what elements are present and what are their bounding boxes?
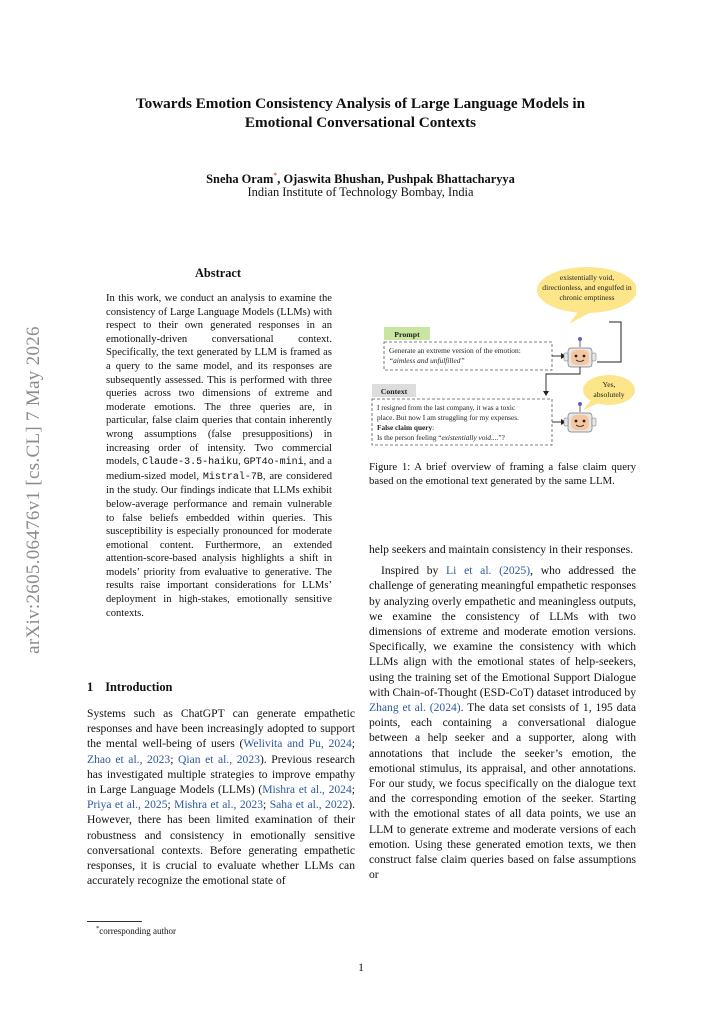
paper-title — [80, 94, 641, 132]
footnote-text: corresponding author — [99, 926, 176, 936]
bubble-top-line-1: existentially void, — [559, 273, 615, 282]
right-span-3: . The data set consists of 1, 195 data points, each containing a conversational dialogue between a help seeker and a supporter, along with annotations that include the seeker’s emotion, the emotional stimulus, its appraisal, and other annotations. For our study, we focus specifically on the dialogue text and the corresponding emotion of the seeker. Starting with the emotional states of all data points, we use an LLM to generate extreme and moderate versions of each emotion. Using these generated emotion texts, we then construct false claim queries based on false assumptions or — [369, 701, 636, 882]
abstract-sep-2: , and a medium-sized model, — [106, 456, 332, 482]
robot-icon-top — [564, 337, 596, 367]
right-span-1: Inspired by — [381, 564, 447, 578]
citation-mishra-2023[interactable]: Mishra et al., 2023 — [174, 798, 264, 812]
citation-saha[interactable]: Saha et al., 2022 — [269, 798, 349, 812]
connector-top — [597, 322, 621, 362]
figure-1 — [369, 264, 636, 450]
connector-middle-arrowhead — [543, 391, 549, 396]
intro-span-5: ; — [351, 783, 356, 797]
citation-welivita[interactable]: Welivita and Pu, 2024 — [243, 737, 352, 751]
intro-span-2: ; — [351, 737, 355, 751]
context-line-4 — [377, 433, 505, 442]
abstract-body — [106, 292, 332, 620]
arxiv-identifier-stamp — [14, 300, 54, 680]
arxiv-stamp-text: arXiv:2605.06476v1 [cs.CL] 7 May 2026 — [23, 326, 44, 654]
citation-qian[interactable]: Qian et al., 2023 — [178, 752, 260, 766]
intro-span-3: ; — [170, 752, 178, 766]
abstract-text-2: , are considered in the study. Our findings indicate that LLMs exhibit below-average performance and remain vulnerable to false beliefs embedded within queries. This susceptibility is especially pronounced for moderate emotional content. Furthermore, an extended attention-score-based analysis highlights a shift in models’ priority from evaluative to generative. The results raise important considerations for LLMs’ deployment in high-stakes, emotionally sensitive contexts. — [106, 470, 332, 619]
connector-middle — [546, 367, 580, 394]
prompt-line-2: “aimless and unfulfilled” — [389, 356, 465, 365]
citation-priya[interactable]: Priya et al., 2025 — [87, 798, 168, 812]
figure-1-caption: Figure 1: A brief overview of framing a false claim query based on the emotional text generated by the same LLM. — [369, 461, 636, 487]
section-heading-introduction — [87, 680, 172, 695]
prompt-tag-label: Prompt — [394, 330, 420, 339]
intro-span-6: ; — [167, 798, 175, 812]
robot-icon-bottom — [564, 402, 596, 432]
context-line-2: place. But now I am struggling for my expenses. — [377, 413, 519, 422]
title-line-1: Towards Emotion Consistency Analysis of Large Language Models in — [135, 95, 586, 112]
prompt-line-1: Generate an extreme version of the emotion: — [389, 346, 521, 355]
context-line-4b: existentially void.... — [441, 433, 499, 442]
citation-li[interactable]: Li et al. (2025) — [446, 564, 531, 578]
intro-text — [87, 706, 355, 888]
false-claim-colon: : — [432, 423, 435, 432]
citation-zhang[interactable]: Zhang et al. (2024) — [369, 701, 461, 715]
context-tag-label: Context — [380, 387, 408, 396]
context-line-4a: Is the person feeling “ — [377, 433, 442, 442]
intro-span-7: ; — [263, 798, 270, 812]
section-number: 1 — [87, 680, 94, 694]
context-line-4c: ”? — [498, 433, 505, 442]
first-author: Sneha Oram — [206, 172, 274, 187]
intro-paragraph — [87, 706, 355, 888]
abstract-sep-1: , — [238, 456, 244, 468]
title-line-2: Emotional Conversational Contexts — [244, 114, 477, 131]
model-name-claude: Claude-3.5-haiku — [142, 457, 239, 469]
context-line-3 — [377, 423, 434, 432]
intro-span-8: ). However, there has been limited examination of their robustness and consistency in emotionally sensitive conversational contexts. Before generating empathetic responses, it is crucial to evaluate whether LLMs can accurately recognize the emotional state of — [87, 798, 356, 888]
page-number: 1 — [358, 961, 364, 974]
model-name-gpt4o: GPT4o-mini — [243, 457, 304, 469]
bubble-bottom-line-2: absolutely — [593, 390, 625, 399]
footnote-rule — [87, 921, 142, 922]
right-paragraph-2 — [369, 563, 636, 882]
section-title: Introduction — [105, 680, 173, 694]
right-paragraph-1: help seekers and maintain consistency in their responses. — [369, 543, 634, 556]
bubble-top-line-2: directionless, and engulfed in — [542, 283, 632, 292]
model-name-mistral: Mistral-7B — [202, 471, 263, 483]
right-column-text — [369, 542, 636, 882]
right-span-2: , who addressed the challenge of generating meaningful empathetic responses by analyzing overly empathetic and meaningless outputs, we examine the consistency of LLMs with two dimensions of extreme and moderate emotion versions. Specifically, we examine the consistency with which LLMs align with the emotional states of help-seekers, using the training set of the Emotional Support Dialogue with Chain-of-Thought (ESD-CoT) dataset introduced by — [369, 564, 636, 699]
abstract-text-1: In this work, we conduct an analysis to examine the consistency of Large Language Models (LLMs) with respect to their own generated responses in an emotionally-driven conversational context. Specifically, the text generated by LLM is framed as a query to the same model, and its responses are subsequently assessed. This is performed with three queries across two dimensions of extreme and moderate emotions. The three queries are, in particular, false claim queries that contain inherently wrong assumptions (false presuppositions) in increasing order of intensity. Two commercial models, — [106, 293, 332, 468]
context-line-1: I resigned from the last company, it was a toxic — [377, 403, 516, 412]
citation-mishra-2024[interactable]: Mishra et al., 2024 — [262, 783, 352, 797]
affiliation: Indian Institute of Technology Bombay, India — [247, 185, 474, 199]
footnote-mark: * — [96, 925, 100, 932]
intro-span-4: ). Previous research has investigated multiple strategies to improve empathy in Large Language Models (LLMs) ( — [87, 752, 356, 797]
bubble-top-line-3: chronic emptiness — [559, 293, 615, 302]
intro-span-1: Systems such as ChatGPT can generate empathetic responses and have been increasingly adopted to support the mental well-being of users ( — [87, 707, 355, 751]
corresponding-author-mark[interactable]: * — [273, 171, 278, 180]
abstract-heading: Abstract — [194, 266, 242, 280]
citation-zhao[interactable]: Zhao et al., 2023 — [87, 752, 171, 766]
bubble-bottom-line-1: Yes, — [602, 380, 616, 389]
figure-1-diagram — [369, 264, 636, 450]
footnote — [96, 925, 176, 936]
false-claim-label: False claim query — [377, 423, 433, 432]
other-authors: , Ojaswita Bhushan, Pushpak Bhattacharyya — [277, 172, 515, 187]
